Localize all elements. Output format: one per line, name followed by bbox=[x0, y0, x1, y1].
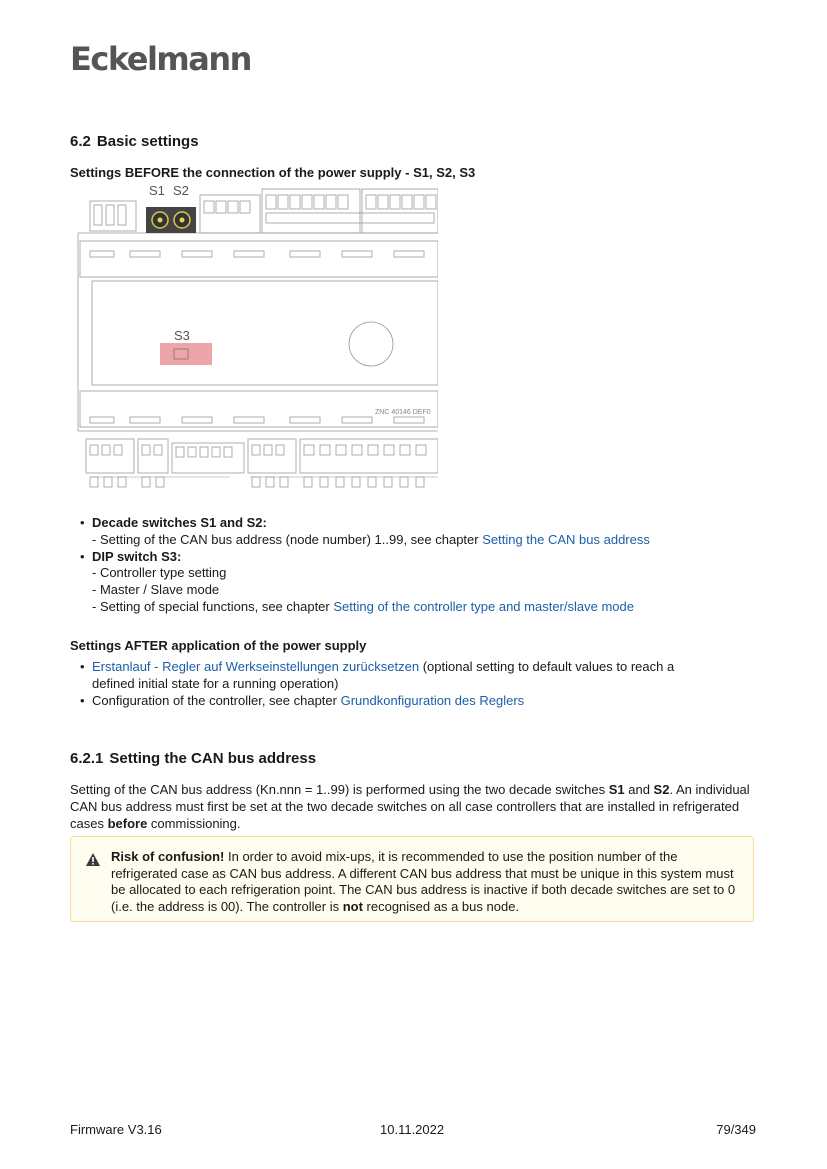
list-item bbox=[80, 659, 674, 693]
para-bold: S2 bbox=[653, 782, 670, 797]
list-text: Configuration of the controller, see chapter bbox=[92, 692, 341, 708]
warning-box bbox=[70, 836, 754, 922]
section-title: Basic settings bbox=[96, 133, 199, 150]
before-heading: Settings BEFORE the connection of the power supply - S1, S2, S3 bbox=[70, 165, 476, 180]
controller-device-figure bbox=[70, 181, 438, 490]
list-line: - Controller type setting bbox=[92, 565, 227, 581]
list-item-title: DIP switch S3: bbox=[92, 548, 182, 564]
link-erstanlauf[interactable]: Erstanlauf - Regler auf Werkseinstellungen zurücksetzen bbox=[92, 659, 420, 674]
warning-bold: not bbox=[342, 898, 363, 914]
para-bold: before bbox=[107, 816, 148, 831]
label-s1: S1 bbox=[149, 183, 165, 198]
para-text: . An individual CAN bus address must first be set at the two decade switches on all case controllers that are installed in refrigerated cases bbox=[70, 782, 750, 831]
subsection-title: Setting the CAN bus address bbox=[109, 750, 317, 767]
list-line: - Setting of the CAN bus address (node number) 1..99, see chapter bbox=[92, 531, 483, 547]
list-text: (optional setting to default values to reach a bbox=[419, 659, 675, 674]
list-item bbox=[80, 515, 650, 549]
subsection-number: 6.2.1 bbox=[70, 750, 104, 767]
warning-body: recognised as a bus node. bbox=[362, 898, 520, 914]
link-can-bus-address[interactable]: Setting the CAN bus address bbox=[482, 531, 650, 547]
section-number: 6.2 bbox=[70, 133, 91, 150]
warning-triangle-icon bbox=[85, 852, 101, 867]
eckelmann-logo: Eckelmann bbox=[70, 40, 251, 78]
para-bold: S1 bbox=[608, 782, 625, 797]
link-grundkonfiguration[interactable]: Grundkonfiguration des Reglers bbox=[340, 692, 525, 708]
subsection-heading bbox=[70, 750, 316, 767]
can-bus-paragraph bbox=[70, 781, 760, 832]
list-item bbox=[80, 549, 650, 616]
label-s2: S2 bbox=[173, 183, 189, 198]
warning-body: In order to avoid mix-ups, it is recommended to use the position number of the refrigerated case as CAN bus address. A different CAN bus address that must be unique in this system must be allocated to each refrigeration point. The CAN bus address is inactive if both decade switches are set to 0 (i.e. the address is 00). The controller is bbox=[111, 849, 736, 914]
warning-title: Risk of confusion! bbox=[111, 849, 225, 864]
para-text: Setting of the CAN bus address (Kn.nnn = 1..99) is performed using the two decade switches bbox=[70, 782, 609, 797]
footer-firmware: Firmware V3.16 bbox=[70, 1122, 162, 1137]
para-text: and bbox=[624, 782, 654, 797]
list-item-title: Decade switches S1 and S2: bbox=[92, 515, 267, 530]
para-text: commissioning. bbox=[147, 816, 241, 831]
list-line: - Master / Slave mode bbox=[92, 582, 220, 598]
link-controller-type[interactable]: Setting of the controller type and master/slave mode bbox=[333, 598, 634, 614]
after-list bbox=[80, 659, 674, 709]
footer-date: 10.11.2022 bbox=[380, 1122, 445, 1137]
list-text: defined initial state for a running operation) bbox=[92, 675, 339, 691]
before-list bbox=[80, 515, 650, 616]
device-model-text: ZNC 40146 DEF0 bbox=[375, 409, 431, 416]
footer-page: 79/349 bbox=[716, 1122, 756, 1137]
warning-text bbox=[111, 849, 747, 915]
label-s3: S3 bbox=[174, 328, 190, 343]
after-heading: Settings AFTER application of the power supply bbox=[70, 638, 367, 653]
list-line: - Setting of special functions, see chapter bbox=[92, 598, 334, 614]
list-item bbox=[80, 693, 674, 710]
section-heading bbox=[70, 133, 199, 150]
